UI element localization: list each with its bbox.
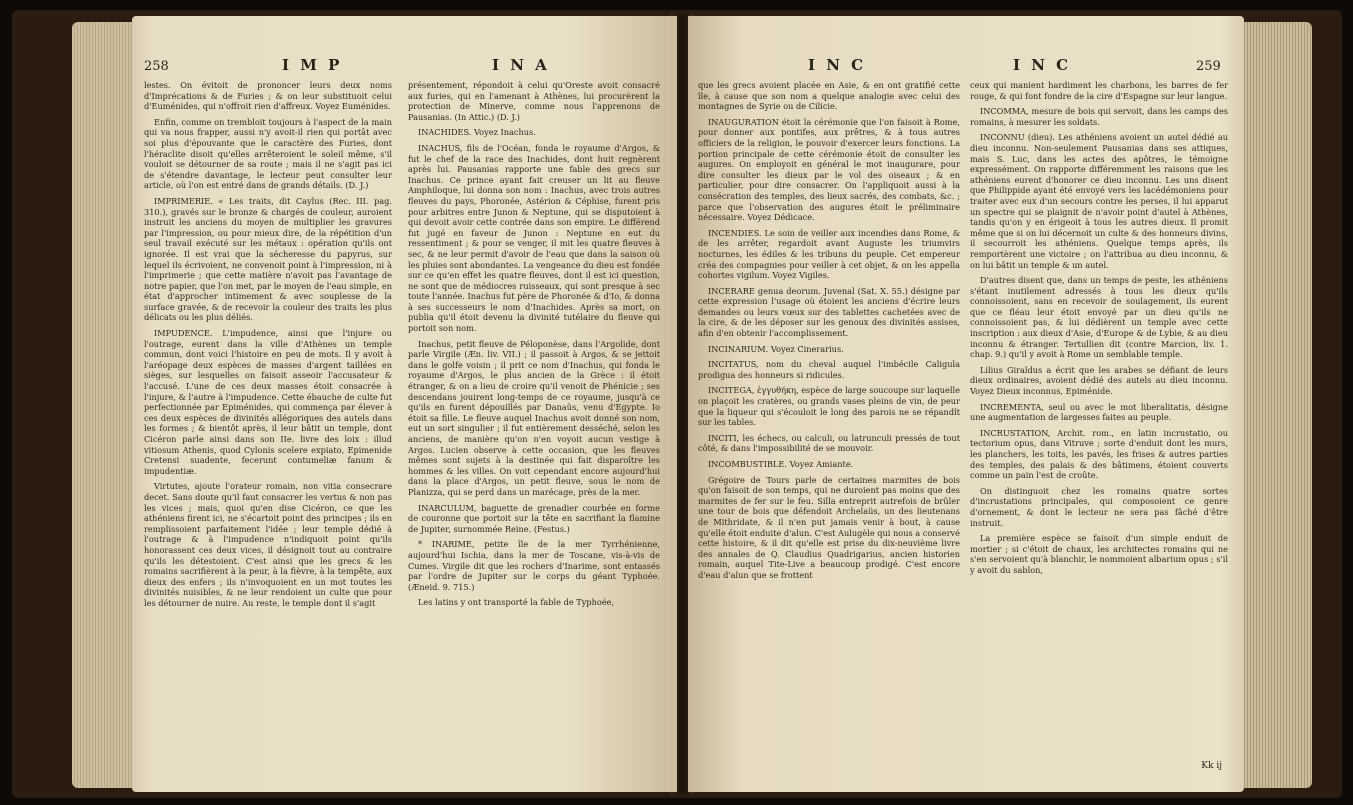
right-page-column-1	[698, 80, 960, 586]
paragraph: INCENDIES. Le soin de veiller aux incendies dans Rome, & de les arrêter, regardoit avant Auguste les triumvirs nocturnes, les édiles & les tribuns du peuple. Cet empereur créa des compagnies pour veiller à cet objet, & on les appella cohortes vigilum. Voyez Vigiles.	[698, 227, 960, 281]
right-running-head-1: I N C	[808, 56, 867, 74]
page-edges-right	[1242, 22, 1312, 788]
left-page-column-2	[408, 80, 660, 613]
open-book	[12, 10, 1342, 798]
paragraph: INCOMMA, mesure de bois qui servoit, dans les camps des romains, à mesurer les soldats.	[970, 106, 1228, 127]
right-running-head-2: I N C	[1013, 56, 1072, 74]
paragraph: On distinguoit chez les romains quatre sortes d'incrustations principales, qui composoient ce genre d'ornement, & dont le lecteur ne sera pas fâché d'être instruit.	[970, 485, 1228, 528]
paragraph: INCRUSTATION, Archit. rom., en latin incrustatio, ou tectorium opus, dans Vitruve ; sorte d'enduit dont les murs, les planchers, les toits, les pavés, les frises & autres parties des temples, des palais & des bâtimens, étoient couverts comme un pain l'est de croûte.	[970, 427, 1228, 481]
paragraph: D'autres disent que, dans un temps de peste, les athéniens s'étant inutilement adressés à tous les dieux qu'ils connoissoient, sans en recevoir de soulagement, ils eurent que ce fléau leur étoit envoyé par un dieu qu'ils ne connoissoient pas, & lui dédièrent un temple avec cette inscription : aux dieux d'Asie, d'Europe & de Lybie, & au dieu inconnu & étranger. Tertullien dit (contre Marcion, liv. 1. chap. 9.) qu'il y avoit à Rome un semblable temple.	[970, 275, 1228, 360]
paragraph: INCITEGA, ἐγγυθήκη, espèce de large soucoupe sur laquelle on plaçoit les cratères, ou grands vases pleins de vin, de peur que la liqueur qui s'écouloit le long des parois ne se répandît sur les tables.	[698, 385, 960, 428]
paragraph: Virtutes, ajoute l'orateur romain, non vitia consecrare decet. Sans doute qu'il faut consacrer les vertus & non pas les vices ; mais, quoi qu'en dise Cicéron, ce que les athéniens firent ici, ne s'écartoit point des principes ; ils en remplissoient parfaitement l'idée ; leur temple dédié à l'outrage & à l'impudence n'indiquoit point qu'ils honorassent ces deux vices, il désignoit tout au contraire qu'ils les détestoient. C'est ainsi que les grecs & les romains sacrifièrent à la peur, à la fièvre, à la tempête, aux dieux des enfers ; ils n'invoquoient en un mot toutes les divinités nuisibles, & ne leur rendoient un culte que pour les détourner de nuire. Au reste, le temple dont il s'agit	[144, 481, 392, 608]
signature-mark: Kk ij	[1201, 761, 1222, 771]
paragraph: IMPRIMERIE. « Les traits, dit Caylus (Rec. III. pag. 310.), gravés sur le bronze & chargés de couleur, auroient instruit les anciens du moyen de multiplier les gravures par l'impression, ou pour mieux dire, de la répétition d'un seul travail exécuté sur les métaux : opération qu'ils ont ignorée. Il est vrai que la sécheresse du papyrus, sur lequel ils écrivoient, ne convenoit point à l'impression, ni à l'imprimerie ; que cette matière n'avoit pas l'avantage de notre papier, que l'on met, par le moyen de l'eau simple, en état d'approcher intimement & avec souplesse de la surface gravée, & de recevoir la couleur des traits les plus délicats ou les plus déliés.	[144, 195, 392, 323]
right-page-column-2	[970, 80, 1228, 581]
paragraph: INCREMENTA, seul ou avec le mot liberalitatis, désigne une augmentation de largesses faites au peuple.	[970, 401, 1228, 423]
paragraph: INCOMBUSTIBLE. Voyez Amiante.	[708, 459, 854, 469]
paragraph: INCERARE genua deorum. Juvenal (Sat. X. 55.) désigne par cette expression l'usage où étoient les anciens d'écrire leurs demandes ou leurs vœux sur des tablettes cachetées avec de la cire, & de les déposer sur les genoux des divinités assises, afin d'en obtenir l'accomplissement.	[698, 285, 960, 339]
paragraph: Enfin, comme on trembloit toujours à l'aspect de la main qui va nous frapper, aussi n'y avoit-il rien qui portât avec soi plus d'épouvante que le caractère des Furies, dont l'héraclite disoit qu'elles arrêteroient le soleil même, s'il vouloit se détourner de sa route ; mais il ne s'agit pas ici de s'étendre davantage, le lecteur peut consulter leur article, où l'on est entré dans de grands détails. (D. J.)	[144, 116, 392, 191]
paragraph: lestes. On évitoit de prononcer leurs deux noms d'Imprécations & de Furies ; & on leur substituoit celui d'Euménides, qui n'offroit rien d'affreux. Voyez Euménides.	[144, 80, 392, 112]
paragraph: INCITI, les échecs, ou calculi, ou latrunculi pressés de tout côté, & dans l'impossibilité de se mouvoir.	[698, 432, 960, 454]
right-page-number: 259	[1196, 59, 1221, 74]
paragraph: INCONNU (dieu). Les athéniens avoient un autel dédié au dieu inconnu. Non-seulement Pausanias dans ses attiques, mais S. Luc, dans les actes des apôtres, le témoigne expressément. On rapporte différemment les raisons que les athéniens eurent d'honorer ce dieu inconnu. Les uns disent que Philippide ayant été envoyé vers les lacédémoniens pour traiter avec eux d'un secours contre les perses, il lui apparut un spectre qui se plaignit de n'avoir point d'autel à Athènes, tandis qu'on y en érigeoit à tous les autres dieux. Il promit même que si on lui décernoit un culte & des honneurs divins, il secourroit les athéniens. Quelque temps après, ils remportèrent une victoire ; on l'attribua au dieu inconnu, & on lui bâtit un temple & un autel.	[970, 132, 1228, 270]
paragraph: INCITATUS, nom du cheval auquel l'imbécile Caligula prodigua des honneurs si ridicules.	[698, 359, 960, 380]
paragraph: Lilius Giraldus a écrit que les arabes se défiant de leurs dieux ordinaires, avoient dédié des autels au dieu inconnu. Voyez Dieux inconnus, Epiménide.	[970, 364, 1228, 397]
paragraph: Les latins y ont transporté la fable de Typhoée,	[418, 597, 615, 608]
paragraph: que les grecs avoient placée en Asie, & en ont gratifié cette île, à cause que son nom a quelque analogie avec celui des montagnes de Syrie ou de Cilicie.	[698, 80, 960, 112]
left-page-number: 258	[144, 59, 169, 74]
paragraph: INACHIDES. Voyez Inachus.	[418, 127, 536, 138]
paragraph: INAUGURATION étoit la cérémonie que l'on faisoit à Rome, pour donner aux pontifes, aux prêtres, & à tous autres officiers de la religion, le pouvoir d'exercer leurs fonctions. La portion principale de cette cérémonie étoit de consulter les augures. On employoit en général le mot inaugurare, pour dire consulter les dieux par le vol des oiseaux ; & en particulier, pour dire consacrer. On l'appliquoit aussi à la consécration des temples, des lieux sacrés, des combats, &c. ; parce que l'observation des augures étoit le préliminaire nécessaire. Voyez Dédicace.	[698, 116, 960, 223]
paragraph: INCINARIUM. Voyez Cinerarius.	[708, 343, 844, 354]
left-running-head-1: I M P	[282, 56, 343, 74]
paragraph: La première espèce se faisoit d'un simple enduit de mortier ; si c'étoit de chaux, les architectes romains qui ne s'en servoient qu'à blanchir, le nommoient albarium opus ; s'il y avoit du sablon,	[970, 533, 1228, 575]
paragraph: INARCULUM, baguette de grenadier courbée en forme de couronne que portoit sur la tête en sacrifiant la flamine de Jupiter, surnommée Reine. (Festus.)	[408, 502, 660, 534]
paragraph: INACHUS, fils de l'Océan, fonda le royaume d'Argos, & fut le chef de la race des Inachides, dont huit regnèrent après lui. Pausanias rapporte une fable des grecs sur Inachus. Ce prince ayant fait creuser un lit au fleuve Amphiloque, lui donna son nom : Inachus, avec trois autres fleuves du pays, Phoronée, Astérion & Céphise, furent pris pour arbitres entre Junon & Neptune, qui se disputoient à qui devoit avoir cette contrée dans son empire. Le différend fut jugé en faveur de Junon : Neptune en eut du ressentiment ; & pour se venger, il mit les quatre fleuves à sec, & ne leur permit d'avoir de l'eau que dans la saison où les pluies sont abondantes. La vengeance du dieu est fondée sur ce qu'en effet les quatre fleuves, dont il est ici question, ne sont que de médiocres ruisseaux, qui sont presque à sec toute l'année. Inachus fut père de Phoronée & d'Io, & donna à ses successeurs le nom d'Inachides. Après sa mort, on publia qu'il étoit devenu la divinité tutélaire du fleuve qui portoit son nom.	[408, 142, 660, 334]
paragraph: Grégoire de Tours parle de certaines marmites de bois qu'on faisoit de son temps, qui ne duroient pas moins que des marmites de fer sur le feu. Silla entreprit autrefois de brûler une tour de bois que défendoit Archelaüs, un des lieutenans de Mithridate, & il n'en put jamais venir à bout, à cause qu'elle étoit enduite d'alun. C'est Aulugèle qui nous a conservé cette histoire, & il dit qu'elle est prise du dix-neuvième livre des annales de Q. Claudius Quadrigarius, ancien historien romain, auquel Tite-Live a beaucoup prodigé. C'est encore d'eau d'alun que se frottent	[698, 474, 961, 580]
paragraph: IMPUDENCE. L'impudence, ainsi que l'injure ou l'outrage, eurent dans la ville d'Athènes un temple commun, dont voici l'histoire en peu de mots. Il y avoit à l'aréopage deux espèces de masses d'argent taillées en sièges, sur lesquelles on faisoit asseoir l'accusateur & l'accusé. L'une de ces deux masses étoit consacrée à l'injure, & l'autre à l'impudence. Cette ébauche de culte fut perfectionnée par Epiménides, qui commença par élever à ces deux espèces de divinités allégoriques des autels dans les formes ; & bientôt après, il leur bâtit un temple, dont Cicéron parle ainsi dans son IIe. livre des loix : illud vitiosum Athenis, quod Cylonis scelere expiato, Epimenide Cretensi suadente, fecerunt contumeliæ fanum & impudentiæ.	[144, 328, 392, 476]
paragraph: présentement, répondoit à celui qu'Oreste avoit consacré aux furies, qui en l'amenant à Athènes, lui procurèrent la protection de Minerve, comme nous l'apprenons de Pausanias. (In Attic.) (D. J.)	[408, 80, 660, 122]
right-page	[688, 16, 1244, 792]
paragraph: * INARIME, petite île de la mer Tyrrhénienne, aujourd'hui Ischia, dans la mer de Toscane, vis-à-vis de Cumes. Virgile dit que les rochers d'Inarime, sont entassés par l'ordre de Jupiter sur le corps du géant Typhoée. (Æneid. 9. 715.)	[408, 539, 660, 592]
paragraph: Inachus, petit fleuve de Péloponèse, dans l'Argolide, dont parle Virgile (Æn. liv. VII.) ; il passoit à Argos, & se jettoit dans le golfe voisin ; il prit ce nom d'Inachus, qui fonda le royaume d'Argos, le plus ancien de la Grèce : il étoit étranger, & on a lieu de croire qu'il venoit de Phénicie ; ses descendans jouirent long-temps de ce royaume, jusqu'à ce qu'ils en furent dépouillés par Danaüs, venu d'Egypte. Io étoit sa fille. Le fleuve auquel Inachus avoit donné son nom, eut un sort singulier ; il fut entièrement desséché, selon les anciens, de manière qu'on n'en voyoit aucun vestige à Argos. Lucien observe à cette occasion, que les fleuves mêmes sont sujets à la destinée qui fait disparoître les hommes & les villes. On voit cependant encore aujourd'hui dans la place d'Argos, un petit fleuve, sous le nom de Planizza, qui se perd dans un marécage, près de la mer.	[408, 338, 660, 497]
page-edges-left	[72, 22, 136, 788]
left-running-head-2: I N A	[492, 56, 550, 74]
left-page-column-1	[144, 80, 392, 614]
left-page	[132, 16, 677, 792]
paragraph: ceux qui manient hardiment les charbons, les barres de fer rouge, & qui font fondre de la cire d'Espagne sur leur langue.	[970, 80, 1228, 101]
